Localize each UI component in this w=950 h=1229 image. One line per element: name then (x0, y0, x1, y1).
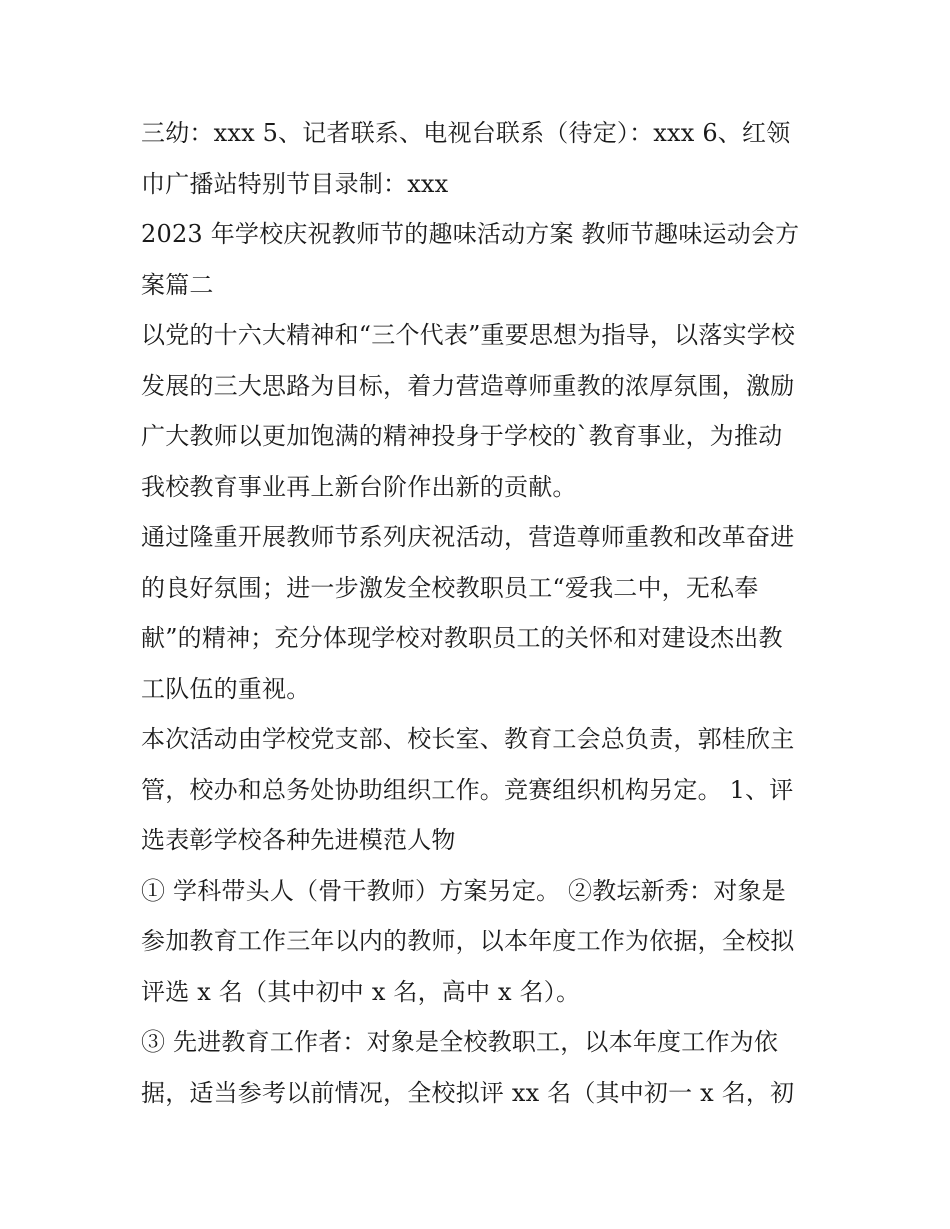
text-line: 参加教育工作三年以内的教师，以本年度工作为依据，全校拟 (141, 927, 795, 955)
text-line: ③ 先进教育工作者：对象是全校教职工，以本年度工作为依 (141, 1028, 779, 1056)
section-title-line: 2023 年学校庆祝教师节的趣味活动方案 教师节趣味运动会方 (141, 220, 800, 248)
text-line: 广大教师以更加饱满的精神投身于学校的`教育事业，为推动 (141, 422, 783, 450)
document-body (141, 108, 821, 1118)
text-line: 献”的精神；充分体现学校对教职员工的关怀和对建设杰出教 (141, 624, 783, 652)
text-line: 管，校办和总务处协助组织工作。竞赛组织机构另定。 1、评 (141, 775, 794, 804)
text-line: 发展的三大思路为目标，着力营造尊师重教的浓厚氛围，激励 (141, 371, 795, 400)
text-line: 评选 x 名（其中初中 x 名，高中 x 名）。 (141, 977, 581, 1006)
text-line: 通过隆重开展教师节系列庆祝活动，营造尊师重教和改革奋进 (141, 523, 795, 551)
text-line: 我校教育事业再上新台阶作出新的贡献。 (141, 472, 577, 501)
text-line: 选表彰学校各种先进模范人物 (141, 826, 456, 854)
text-line: 工队伍的重视。 (141, 674, 311, 703)
text-line: 三幼：xxx 5、记者联系、电视台联系（待定）：xxx 6、红领 (141, 119, 791, 147)
text-line: 本次活动由学校党支部、校长室、教育工会总负责，郭桂欣主 (141, 725, 795, 753)
text-line: 的良好氛围；进一步激发全校教职员工“爱我二中，无私奉 (141, 573, 759, 602)
text-line: 巾广播站特别节目录制：xxx (141, 169, 449, 198)
text-line: ① 学科带头人（骨干教师）方案另定。 ②教坛新秀：对象是 (141, 876, 786, 905)
text-line: 以党的十六大精神和“三个代表”重要思想为指导，以落实学校 (141, 321, 796, 349)
text-line: 据，适当参考以前情况，全校拟评 xx 名（其中初一 x 名，初 (141, 1078, 795, 1107)
section-title-line: 案篇二 (141, 270, 214, 299)
